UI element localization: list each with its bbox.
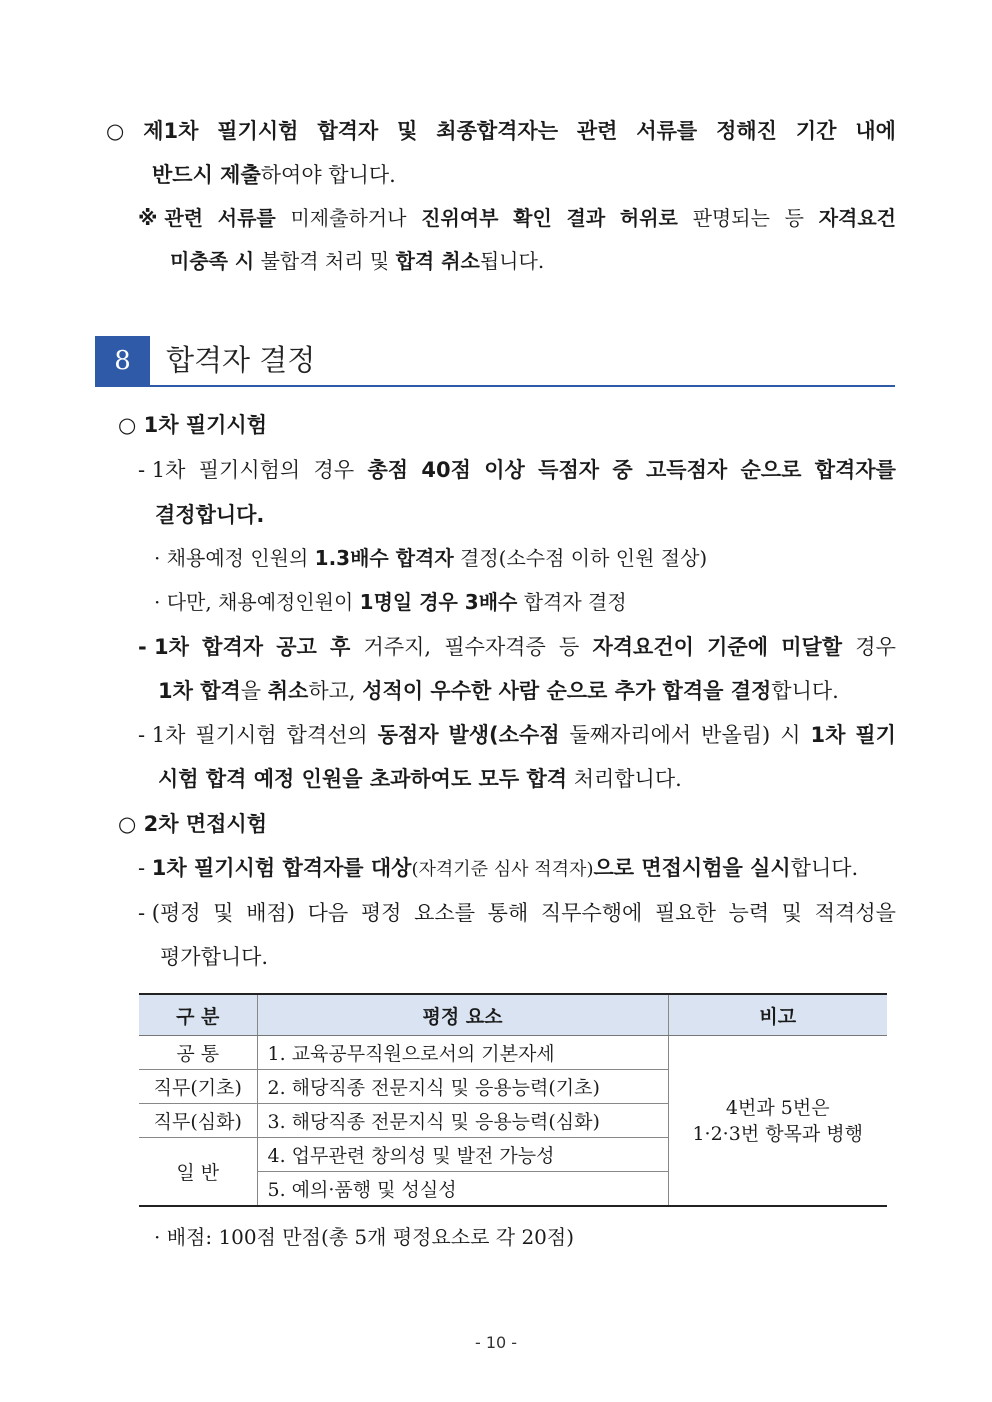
interview-heading: ○ 2차 면접시험: [118, 812, 267, 836]
notice-line-1: ○ 제1차 필기시험 합격자 및 최종합격자는 관련 서류를 정해진 기간 내에: [106, 119, 896, 143]
row-note: [668, 1036, 887, 1207]
written-bullet-2-line-1: - 1차 합격자 공고 후 거주지, 필수자격증 등 자격요건이 기준에 미달할 경우: [138, 635, 896, 659]
notice-note-line-2: 미충족 시 불합격 처리 및 합격 취소됩니다.: [170, 249, 545, 273]
note-line-2: 1·2·3번 항목과 병행: [692, 1122, 864, 1145]
written-bullet-1-line-1: - 1차 필기시험의 경우 총점 40점 이상 득점자 중 고득점자 순으로 합격자를: [138, 458, 896, 482]
section-title: 합격자 결정: [166, 343, 316, 377]
row-element: 3. 해당직종 전문지식 및 응용능력(심화): [257, 1104, 668, 1138]
table-row: [139, 1036, 887, 1070]
written-bullet-3-line-2: 시험 합격 예정 인원을 초과하여도 모두 합격 처리합니다.: [158, 767, 682, 791]
header-note: 비고: [668, 994, 887, 1036]
section-number: 8: [114, 346, 131, 376]
written-sub-2: · 다만, 채용예정인원이 1명일 경우 3배수 합격자 결정: [154, 590, 627, 614]
notice-line-2: 반드시 제출하여야 합니다.: [152, 163, 396, 187]
written-sub-1: · 채용예정 인원의 1.3배수 합격자 결정(소수점 이하 인원 절상): [154, 546, 708, 570]
row-element: 5. 예의·품행 및 성실성: [257, 1172, 668, 1207]
interview-bullet-2-line-2: 평가합니다.: [160, 945, 269, 969]
section-divider: [95, 385, 895, 387]
row-element: 1. 교육공무직원으로서의 기본자세: [257, 1036, 668, 1070]
written-bullet-3-line-1: - 1차 필기시험 합격선의 동점자 발생(소수점 둘째자리에서 반올림) 시 1차 필기: [138, 723, 896, 747]
header-category: 구 분: [139, 994, 257, 1036]
row-element: 2. 해당직종 전문지식 및 응용능력(기초): [257, 1070, 668, 1104]
page-number: - 10 -: [474, 1333, 518, 1352]
row-category: 일 반: [139, 1138, 257, 1207]
note-line-1: 4번과 5번은: [725, 1096, 830, 1119]
header-element: 평정 요소: [257, 994, 668, 1036]
row-category: 직무(심화): [139, 1104, 257, 1138]
row-category: 직무(기초): [139, 1070, 257, 1104]
notice-note-line-1: ※ 관련 서류를 미제출하거나 진위여부 확인 결과 허위로 판명되는 등 자격요건: [138, 206, 896, 230]
score-note: · 배점: 100점 만점(총 5개 평정요소로 각 20점): [154, 1225, 575, 1249]
row-element: 4. 업무관련 창의성 및 발전 가능성: [257, 1138, 668, 1172]
written-bullet-2-line-2: 1차 합격을 취소하고, 성적이 우수한 사람 순으로 추가 합격을 결정합니다.: [158, 679, 839, 703]
written-bullet-1-line-2: 결정합니다.: [155, 503, 265, 527]
row-category: 공 통: [139, 1036, 257, 1070]
written-heading: ○ 1차 필기시험: [118, 413, 267, 437]
evaluation-table: [139, 993, 887, 1207]
table-header-row: [139, 994, 887, 1036]
interview-bullet-2-line-1: - (평정 및 배점) 다음 평정 요소를 통해 직무수행에 필요한 능력 및 적격성을: [138, 901, 896, 925]
interview-bullet-1: - 1차 필기시험 합격자를 대상(자격기준 심사 적격자)으로 면접시험을 실시합니다.: [138, 856, 859, 880]
